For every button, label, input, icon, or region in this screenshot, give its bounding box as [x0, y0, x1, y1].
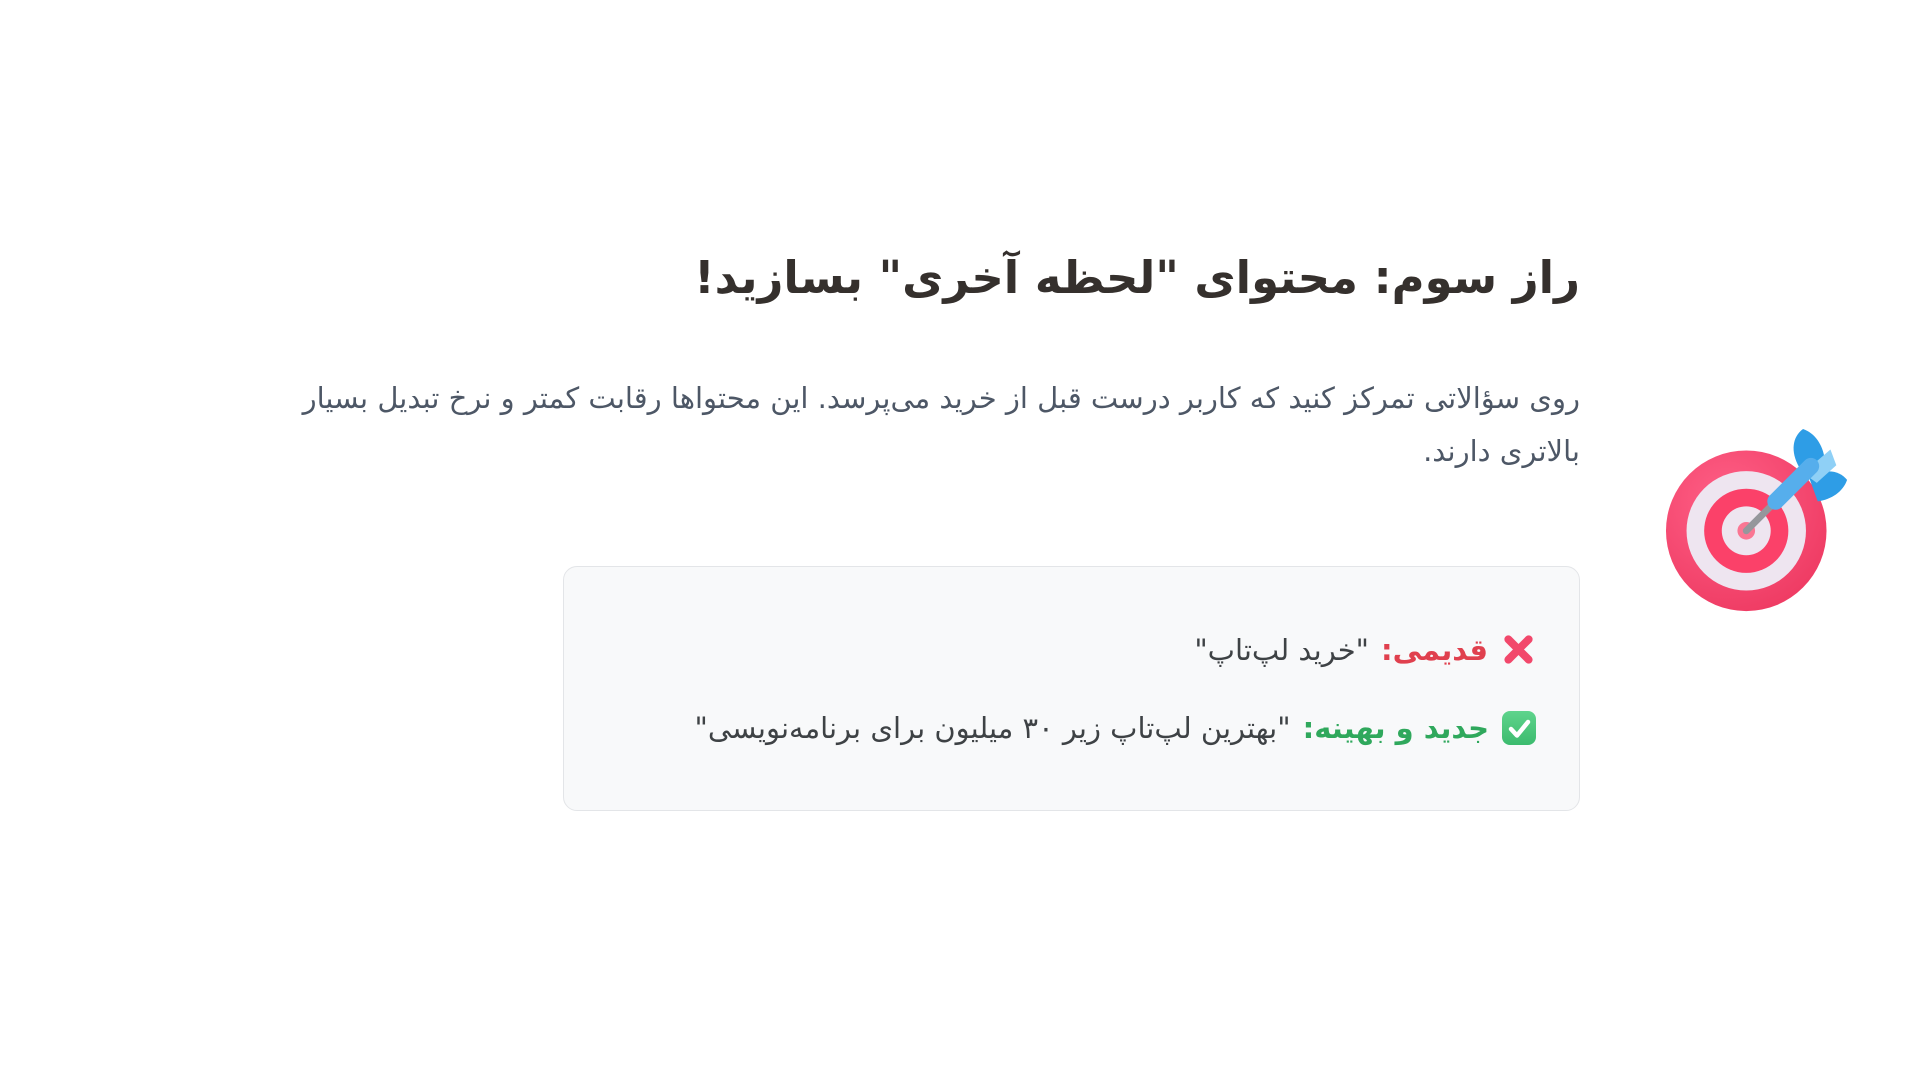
- old-keyword-row: [584, 631, 1537, 668]
- intro-line-2: بالاتری دارند.: [1423, 434, 1580, 468]
- old-value: "خرید لپ‌تاپ": [1194, 632, 1369, 667]
- intro-paragraph: [76, 372, 1580, 478]
- comparison-box: [563, 566, 1580, 811]
- check-mark-icon: [1501, 710, 1537, 746]
- intro-line-1: روی سؤالاتی تمرکز کنید که کاربر درست قبل از خرید می‌پرسد. این محتواها رقابت کمتر و نرخ تبدیل بسیار: [302, 381, 1580, 415]
- page-title: راز سوم: محتوای "لحظه آخری" بسازید!: [694, 251, 1580, 304]
- new-keyword-row: [584, 710, 1537, 746]
- cross-mark-icon: [1500, 631, 1537, 668]
- old-label: قدیمی:: [1380, 632, 1488, 667]
- new-label: جدید و بهینه:: [1302, 711, 1489, 745]
- new-value: "بهترین لپ‌تاپ زیر ۳۰ میلیون برای برنامه‌نویسی": [694, 711, 1291, 745]
- lesson-section: [116, 0, 1580, 1080]
- direct-hit-icon: [1660, 428, 1856, 614]
